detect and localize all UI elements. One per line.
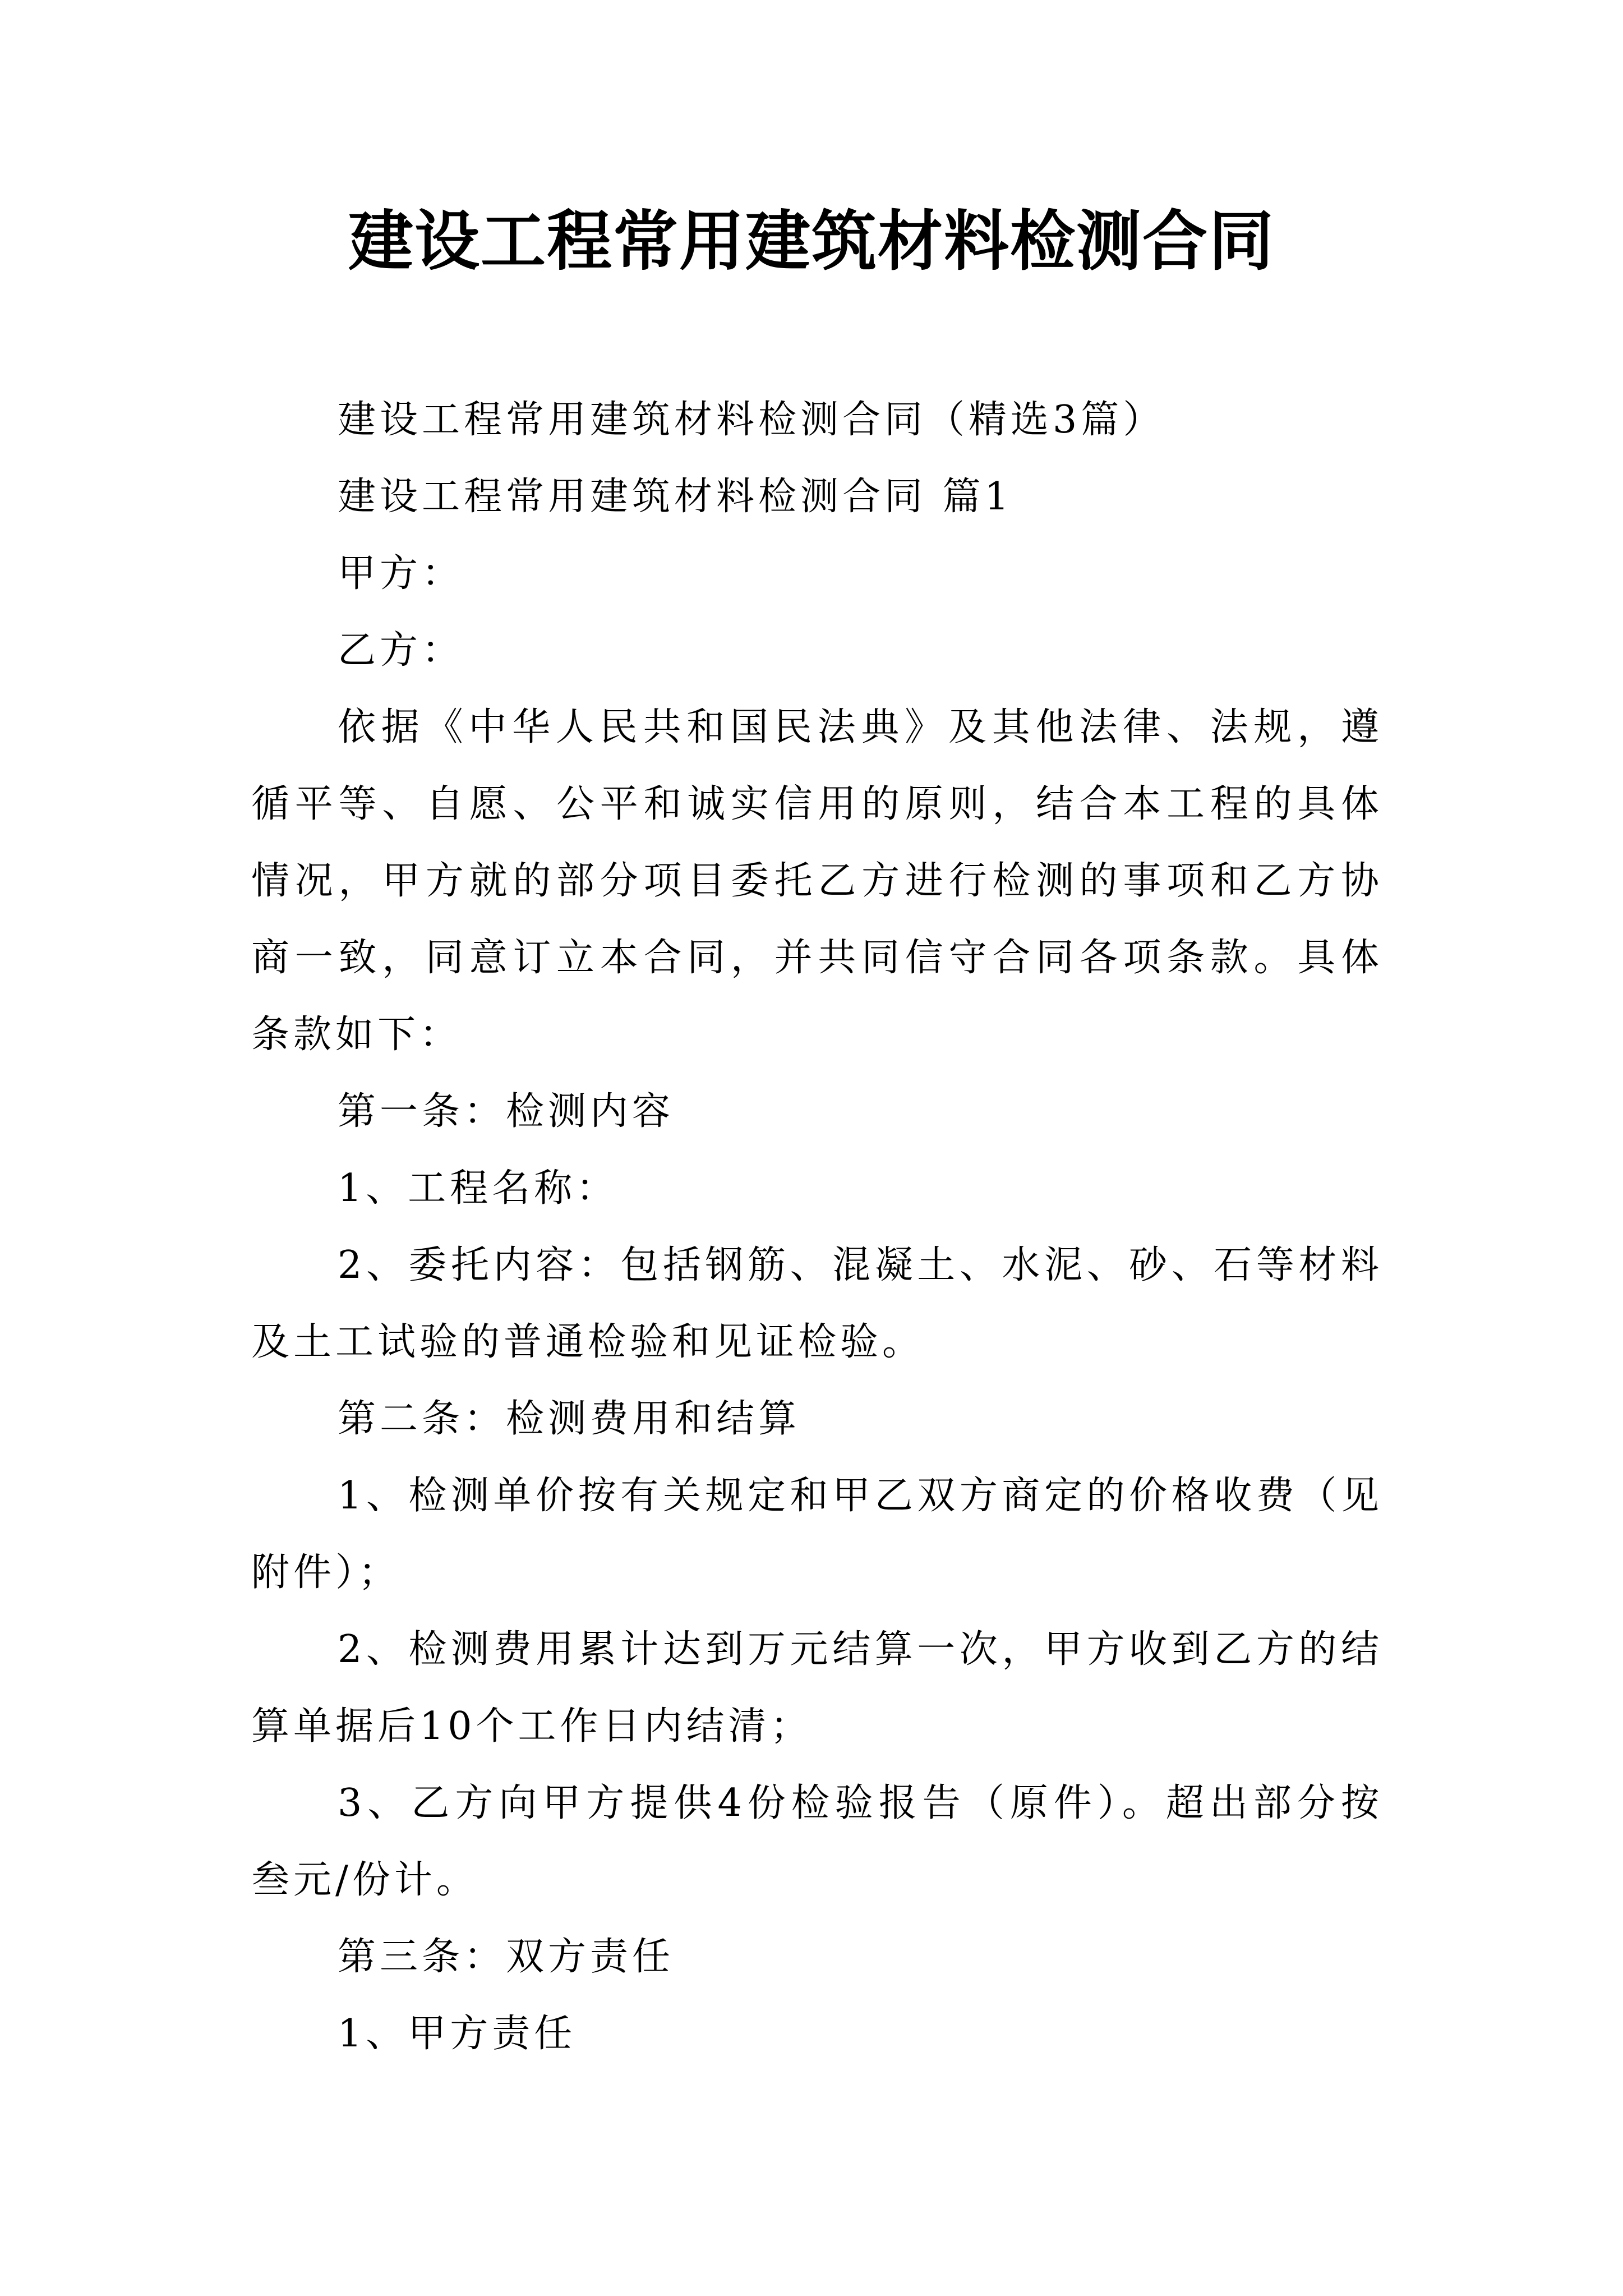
party-b-line: 乙方：	[338, 628, 464, 673]
article-2-heading: 第二条：检测费用和结算	[338, 1397, 801, 1441]
document-title: 建设工程常用建筑材料检测合同	[348, 203, 1275, 279]
section-heading-part1: 建设工程常用建筑材料检测合同 篇1	[338, 475, 1013, 519]
article-2-item-3: 3、乙方向甲方提供4份检验报告（原件）。超出部分按叁元/份计。	[251, 1781, 1383, 1902]
article-1-item-2: 2、委托内容：包括钢筋、混凝土、水泥、砂、石等材料及土工试验的普通检验和见证检验。	[251, 1243, 1383, 1364]
subtitle-selection: 建设工程常用建筑材料检测合同（精选3篇）	[338, 398, 1165, 442]
preamble-paragraph: 依据《中华人民共和国民法典》及其他法律、法规，遵循平等、自愿、公平和诚实信用的原则，结合本工程的具体情况，甲方就的部分项目委托乙方进行检测的事项和乙方协商一致，同意订立本合同，并共同信守合同各项条款。具体条款如下：	[251, 705, 1383, 1057]
article-1-heading: 第一条：检测内容	[338, 1089, 675, 1134]
article-2-item-1: 1、检测单价按有关规定和甲乙双方商定的价格收费（见附件）；	[251, 1474, 1383, 1595]
document-body	[251, 381, 1383, 2072]
article-3-heading: 第三条：双方责任	[338, 1935, 675, 1979]
article-2-item-2: 2、检测费用累计达到万元结算一次，甲方收到乙方的结算单据后10个工作日内结清；	[251, 1627, 1383, 1749]
article-1-item-1: 1、工程名称：	[338, 1166, 619, 1211]
article-3-item-1: 1、甲方责任	[338, 2012, 577, 2056]
party-a-line: 甲方：	[338, 551, 464, 596]
